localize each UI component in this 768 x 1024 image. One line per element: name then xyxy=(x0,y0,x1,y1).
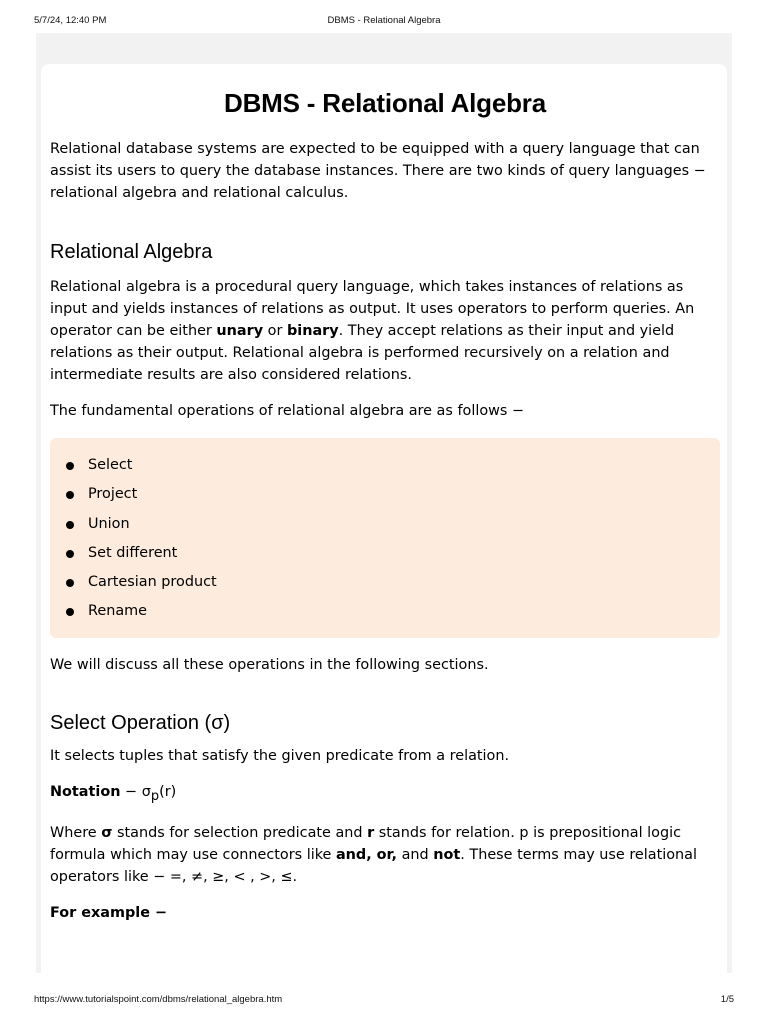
bullet-icon xyxy=(66,579,74,587)
fundamental-ops-intro: The fundamental operations of relational algebra are as follows − xyxy=(50,403,525,419)
notation-line: Notation − $\sigma_p(r)$ xyxy=(50,783,177,804)
example-label: For example − xyxy=(50,904,168,921)
print-footer xyxy=(34,994,734,1008)
section-heading-relational-algebra: Relational Algebra xyxy=(50,241,213,263)
relational-algebra-paragraph: Relational algebra is a procedural query language, which takes instances of relations as input and yields instances of relations as output. It uses operators to perform queries. An operator can be either unary or binary. They accept relations as their input and yield relations as their output. Relational algebra is performed recursively on a relation and intermediate results are also considered relations. xyxy=(50,279,695,383)
select-description: It selects tuples that satisfy the given predicate from a relation. xyxy=(50,747,510,764)
bullet-icon xyxy=(66,550,74,558)
article-content xyxy=(50,82,720,924)
bullet-icon xyxy=(66,521,74,529)
where-paragraph: Where σ stands for selection predicate and r stands for relation. p is prepositional logic formula which may use connectors like and, or, and not. These terms may use relational operators like − =, ≠, ≥, < , >, ≤. xyxy=(50,824,697,885)
operations-list-box xyxy=(50,438,720,638)
bullet-icon xyxy=(66,491,74,499)
operations-list xyxy=(50,451,720,627)
page-title: DBMS - Relational Algebra xyxy=(224,88,546,118)
list-item: Cartesian product xyxy=(50,568,720,597)
list-item: Project xyxy=(50,480,720,509)
list-item: Rename xyxy=(50,597,720,626)
list-item: Select xyxy=(50,451,720,480)
bullet-icon xyxy=(66,608,74,616)
print-url: https://www.tutorialspoint.com/dbms/relational_algebra.htm xyxy=(34,994,283,1005)
discuss-paragraph: We will discuss all these operations in the following sections. xyxy=(50,656,489,673)
term-unary: unary xyxy=(216,323,264,339)
term-binary: binary xyxy=(286,323,339,339)
bullet-icon xyxy=(66,462,74,470)
list-item: Set different xyxy=(50,539,720,568)
list-item: Union xyxy=(50,510,720,539)
intro-paragraph: Relational database systems are expected to be equipped with a query language that can assist its users to query the database instances. There are two kinds of query languages − relational algebra and relational calculus. xyxy=(50,141,706,201)
print-date: 5/7/24, 12:40 PM xyxy=(34,15,107,26)
print-header xyxy=(34,15,734,29)
print-page-number: 1/5 xyxy=(720,994,734,1005)
print-title: DBMS - Relational Algebra xyxy=(327,15,441,26)
section-heading-select-operation: Select Operation (σ) xyxy=(50,711,231,734)
notation-label: Notation xyxy=(50,783,121,800)
